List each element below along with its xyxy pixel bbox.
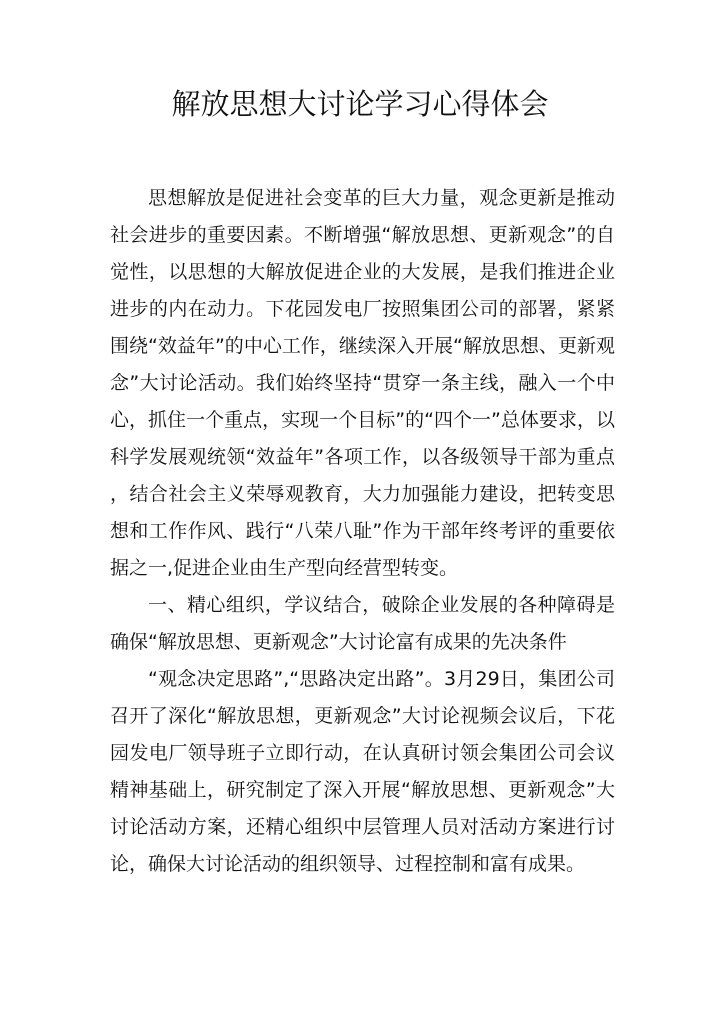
paragraph-section-body: “观念决定思路”,“思路决定出路”。3月29日，集团公司召开了深化“解放思想，更新观念”大讨论视频会议后，下花园发电厂领导班子立即行动，在认真研讨领会集团公司会议精神基础上，研究制定了深入开展“解放思想、更新观念”大讨论活动方案，还精心组织中层管理人员对活动方案进行讨论，确保大讨论活动的组织领导、过程控制和富有成果。: [110, 668, 615, 875]
document-title: 解放思想大讨论学习心得体会: [171, 87, 549, 121]
document-body: [110, 180, 615, 883]
paragraph-intro: 思想解放是促进社会变革的巨大力量，观念更新是推动社会进步的重要因素。不断增强“解放思想、更新观念”的自觉性，以思想的大解放促进企业的大发展，是我们推进企业进步的内在动力。下花园发电厂按照集团公司的部署，紧紧围绕“效益年”的中心工作，继续深入开展“解放思想、更新观念”大讨论活动。我们始终坚持“贯穿一条主线，融入一个中心，抓住一个重点，实现一个目标”的“四个一”总体要求，以科学发展观统领“效益年”各项工作，以各级领导干部为重点，结合社会主义荣辱观教育，大力加强能力建设，把转变思想和工作作风、践行“八荣八耻”作为干部年终考评的重要依据之一,促进企业由生产型向经营型转变。: [110, 187, 615, 579]
paragraph-section-heading: 一、精心组织，学议结合，破除企业发展的各种障碍是确保“解放思想、更新观念”大讨论富有成果的先决条件: [110, 594, 615, 653]
